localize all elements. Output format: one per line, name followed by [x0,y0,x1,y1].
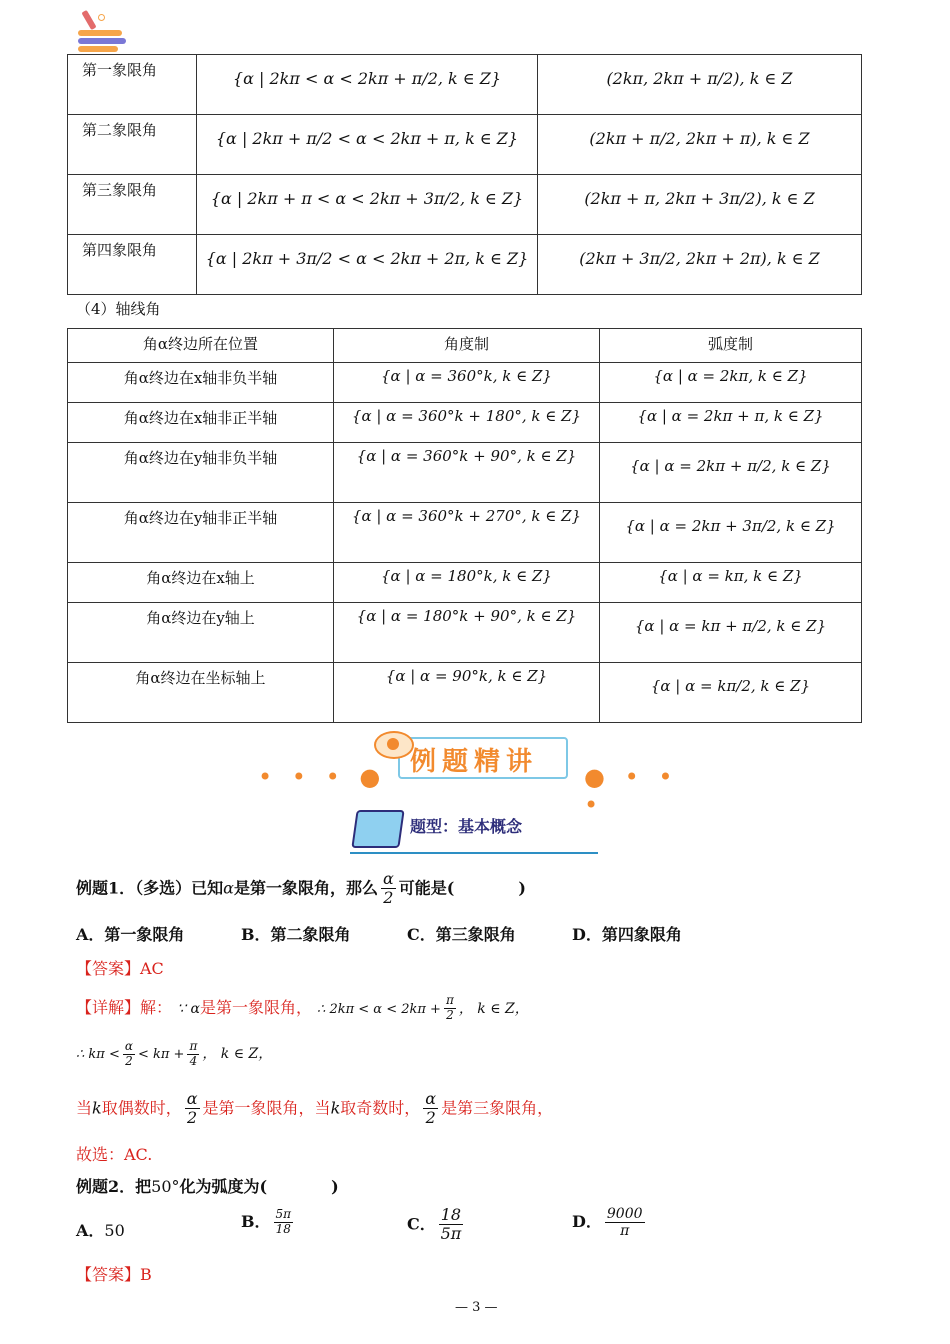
table-row [68,175,862,235]
axis-degree-set: {α | α = 180°k, k ∈ Z} [334,563,600,603]
example1-option-d: D．第四象限角 [572,925,682,944]
quadrant-label: 第三象限角 [68,175,197,235]
stem-text: 例题1．（多选）已知 [76,878,224,898]
quadrant-set: {α | 2kπ + π/2 < α < 2kπ + π, k ∈ Z} [197,115,538,175]
example1-detail [76,994,529,1023]
frac-denominator: 18 [275,1221,291,1236]
stem-text: 是第一象限角，那么 [233,878,378,898]
examples-banner [258,733,692,819]
stem-text: 可能是( ) [398,878,526,898]
frac-denominator: 2 [187,1108,198,1128]
k-symbol: k [330,1098,341,1118]
axis-radian-set: {α | α = kπ/2, k ∈ Z} [600,663,862,723]
logo-books-icon [78,8,128,50]
quadrant-interval: (2kπ + π, 2kπ + 3π/2), k ∈ Z [538,175,862,235]
axis-angle-table [67,328,862,723]
axis-degree-set: {α | α = 90°k, k ∈ Z} [334,663,600,723]
column-header: 角α终边所在位置 [68,329,334,363]
axis-position: 角α终边在y轴非负半轴 [68,443,334,503]
frac-numerator: α [382,869,394,888]
example1-conclusion [76,1090,553,1128]
conclusion-text: 取偶数时， [101,1098,182,1118]
conclusion-text: 是第一象限角，当 [202,1098,331,1118]
table-row [68,603,862,663]
option-label: C． [407,1214,436,1234]
detail-text: 解： [140,997,173,1017]
option-label: D． [572,1212,602,1232]
quadrant-set: {α | 2kπ + 3π/2 < α < 2kπ + 2π, k ∈ Z} [197,235,538,295]
inequality-text: ∴ kπ < [76,1046,120,1062]
axis-position: 角α终边在y轴非正半轴 [68,503,334,563]
quadrant-label: 第一象限角 [68,55,197,115]
frac-numerator: α [124,1039,133,1053]
topic-title: 题型：基本概念 [410,817,523,836]
quadrant-interval: (2kπ + π/2, 2kπ + π), k ∈ Z [538,115,862,175]
frac-numerator: π [445,993,454,1007]
frac-numerator: 9000 [606,1206,643,1222]
book-icon [351,810,404,848]
example2-option-b [241,1208,296,1237]
frac-numerator: 5π [275,1207,292,1221]
frac-denominator: 5π [440,1224,462,1244]
frac-denominator: 2 [446,1007,454,1022]
frac-denominator: 2 [383,888,394,908]
table-row [68,235,862,295]
frac-denominator: π [620,1223,630,1240]
frac-denominator: 4 [189,1053,198,1068]
axis-degree-set: {α | α = 360°k + 180°, k ∈ Z} [334,403,600,443]
quadrant-set: {α | 2kπ < α < 2kπ + π/2, k ∈ Z} [197,55,538,115]
example1-stem [76,870,526,908]
axis-position: 角α终边在坐标轴上 [68,663,334,723]
example1-option-a: A．第一象限角 [76,925,185,944]
option-label: B． [241,1211,271,1231]
stem-text: 例题2．把 [76,1177,152,1196]
conclusion-text: 是第三象限角， [441,1098,554,1118]
inequality-text: ， k ∈ Z， [202,1045,273,1062]
quadrant-label: 第二象限角 [68,115,197,175]
example1-option-b: B．第二象限角 [241,925,351,944]
quadrant-interval: (2kπ, 2kπ + π/2), k ∈ Z [538,55,862,115]
page-number: — 3 — [455,1300,498,1315]
example1-option-c: C．第三象限角 [407,925,516,944]
table-row [68,115,862,175]
example1-answer: 【答案】AC [76,959,164,978]
axis-position: 角α终边在x轴非正半轴 [68,403,334,443]
table-row [68,363,862,403]
axis-radian-set: {α | α = 2kπ + 3π/2, k ∈ Z} [600,503,862,563]
frac-numerator: 18 [440,1205,462,1224]
frac-numerator: α [186,1089,198,1108]
banner-dots-left: • • • ● [258,763,387,791]
frac-denominator: 2 [425,1108,436,1128]
topic-header [350,804,598,854]
axis-degree-set: {α | α = 180°k + 90°, k ∈ Z} [334,603,600,663]
table-row [68,443,862,503]
axis-degree-set: {α | α = 360°k + 90°, k ∈ Z} [334,443,600,503]
inequality-text: < kπ + [137,1046,185,1062]
frac-denominator: 2 [125,1053,133,1068]
detail-tag: 【详解】 [76,997,141,1017]
because-text: ∵ α [177,1000,200,1017]
stem-text: 化为弧度为( ) [179,1177,339,1196]
quadrant-set: {α | 2kπ + π < α < 2kπ + 3π/2, k ∈ Z} [197,175,538,235]
conclusion-text: 取奇数时， [340,1098,421,1118]
banner-dots-right: ● • • • [584,763,679,819]
table-row [68,503,862,563]
inequality-text: ∴ 2kπ < α < 2kπ + [317,1001,441,1017]
quadrant-interval: (2kπ + 3π/2, 2kπ + 2π), k ∈ Z [538,235,862,295]
axis-radian-set: {α | α = 2kπ + π/2, k ∈ Z} [600,443,862,503]
table-row [68,403,862,443]
table-row [68,563,862,603]
axis-radian-set: {α | α = kπ, k ∈ Z} [600,563,862,603]
banner-title: 例题精讲 [410,747,539,777]
axis-position: 角α终边在x轴非负半轴 [68,363,334,403]
column-header: 角度制 [334,329,600,363]
axis-radian-set: {α | α = 2kπ, k ∈ Z} [600,363,862,403]
example1-inequality [76,1040,272,1069]
example2-option-c [407,1206,466,1244]
section-heading: （4）轴线角 [76,300,161,318]
example2-option-a [76,1218,125,1241]
example2-option-d [572,1206,648,1239]
eye-icon [374,731,414,759]
frac-numerator: π [189,1039,198,1053]
k-symbol: k [92,1098,102,1118]
inequality-text: ， k ∈ Z， [458,1000,529,1017]
quadrant-label: 第四象限角 [68,235,197,295]
table-header-row [68,329,862,363]
quadrant-table [67,54,862,295]
axis-degree-set: {α | α = 360°k, k ∈ Z} [334,363,600,403]
detail-text: 是第一象限角， [199,997,312,1017]
option-label: A． [76,1221,105,1240]
table-row [68,663,862,723]
example1-final: 故选：AC. [76,1145,153,1164]
conclusion-text: 当 [76,1098,93,1118]
frac-numerator: α [425,1089,437,1108]
axis-radian-set: {α | α = kπ + π/2, k ∈ Z} [600,603,862,663]
example2-stem [76,1174,339,1197]
axis-position: 角α终边在y轴上 [68,603,334,663]
example2-answer: 【答案】B [76,1265,152,1284]
table-row [68,55,862,115]
axis-degree-set: {α | α = 360°k + 270°, k ∈ Z} [334,503,600,563]
column-header: 弧度制 [600,329,862,363]
option-value: 50 [104,1221,125,1240]
axis-position: 角α终边在x轴上 [68,563,334,603]
degree-value: 50° [151,1177,180,1196]
axis-radian-set: {α | α = 2kπ + π, k ∈ Z} [600,403,862,443]
alpha-symbol: α [223,878,234,898]
